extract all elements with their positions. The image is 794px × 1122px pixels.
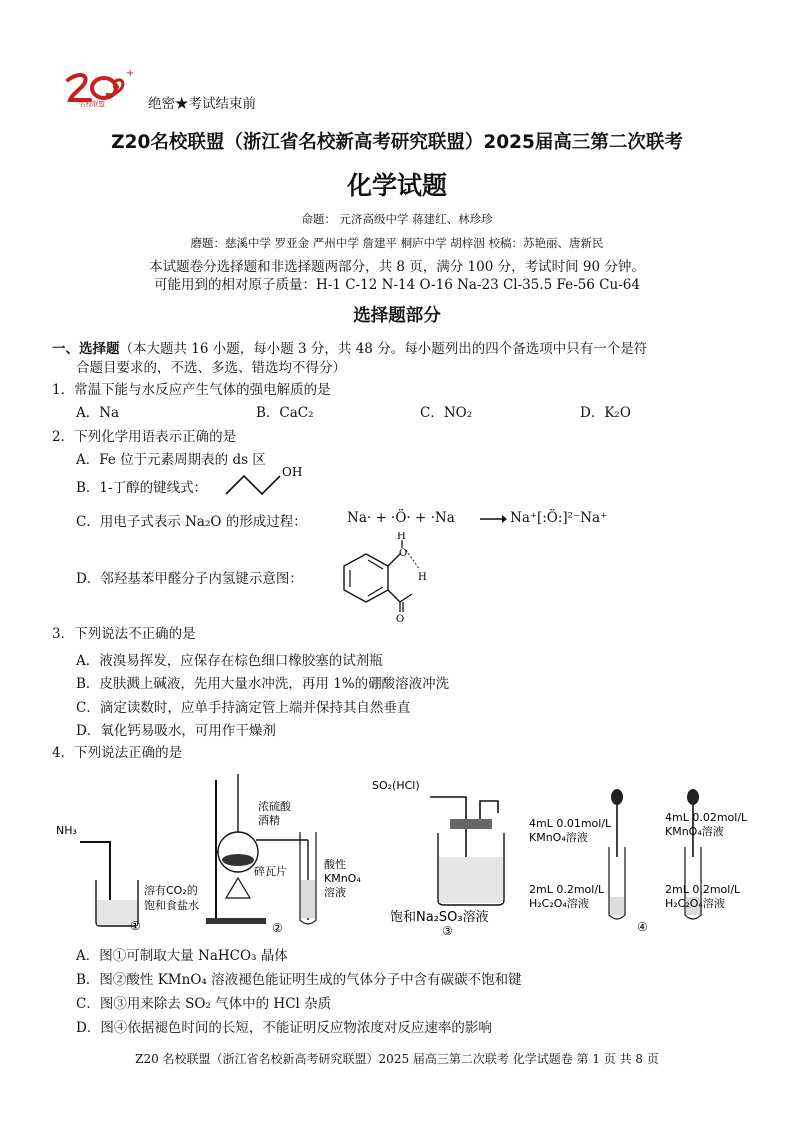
fig2-label-4: 酸性: [324, 858, 346, 871]
q2-option-d: D．邻羟基苯甲醛分子内氢键示意图：: [76, 571, 303, 587]
fig1-gas-label: NH₃: [56, 824, 77, 837]
q2-d-o2: O: [396, 614, 405, 622]
q1-option-d: D．K₂O: [580, 405, 631, 421]
svg-text:+: +: [126, 68, 135, 79]
fig4-top-left-2: KMnO₄溶液: [529, 831, 588, 844]
q4-stem: 4．下列说法正确的是: [52, 745, 183, 761]
fig4-number: ④: [637, 920, 648, 934]
q1-option-b: B．CaC₂: [256, 405, 314, 421]
exam-info: 本试题卷分选择题和非选择题两部分，共 8 页，满分 100 分，考试时间 90 分钟。: [149, 259, 645, 275]
q3-option-c: C．滴定读数时，应单手持滴定管上端并保持其自然垂直: [76, 700, 411, 716]
fig1-number: ①: [130, 919, 141, 933]
figure-2-ethylene-apparatus: [200, 770, 370, 935]
fig2-label-6: 溶液: [324, 886, 346, 899]
part1-desc-1: （本大题共 16 小题，每小题 3 分，共 48 分。每小题列出的四个备选项中只有一个是符: [119, 341, 648, 357]
fig1-label-1: 溶有CO₂的: [144, 884, 198, 897]
q1-stem: 1．常温下能与水反应产生气体的强电解质的是: [52, 382, 331, 398]
q2-option-c: C．用电子式表示 Na₂O 的形成过程：: [76, 514, 307, 530]
butanol-skeletal-formula-icon: [222, 462, 302, 498]
fig2-label-5: KMnO₄: [324, 872, 361, 885]
q3-option-a: A．液溴易挥发，应保存在棕色细口橡胶塞的试剂瓶: [76, 653, 383, 669]
fig4-top-right-2: KMnO₄溶液: [665, 825, 724, 838]
q2-stem: 2．下列化学用语表示正确的是: [52, 429, 237, 445]
secret-label: 绝密★考试结束前: [148, 96, 256, 112]
q2-d-h1: H: [397, 532, 406, 542]
q2-c-formula-left: Na· + ·Ö· + ·Na: [347, 510, 455, 526]
fig2-number: ②: [272, 921, 283, 935]
figure-4-kmno4-comparison: [525, 785, 765, 935]
q3-stem: 3．下列说法不正确的是: [52, 626, 196, 642]
reviewers-line: 磨题：慈溪中学 罗亚金 严州中学 詹建平 桐庐中学 胡梓洇 校稿：苏艳丽、唐新民: [190, 236, 604, 250]
fig1-label-2: 饱和食盐水: [144, 899, 199, 912]
q2-d-h2: H: [418, 572, 427, 583]
fig3-gas-label: SO₂(HCl): [372, 779, 420, 792]
q4-option-c: C．图③用来除去 SO₂ 气体中的 HCl 杂质: [76, 996, 332, 1012]
fig4-top-left-1: 4mL 0.01mol/L: [529, 817, 612, 830]
q4-option-b: B．图②酸性 KMnO₄ 溶液褪色能证明生成的气体分子中含有碳碳不饱和键: [76, 972, 522, 988]
q2-c-formula-right: Na⁺[:Ö:]²⁻Na⁺: [510, 510, 608, 526]
fig2-label-3: 碎瓦片: [254, 865, 287, 878]
fig4-top-right-1: 4mL 0.02mol/L: [665, 811, 748, 824]
fig4-bottom-right-2: H₂C₂O₄溶液: [665, 897, 725, 910]
fig2-label-1: 浓硫酸: [258, 800, 291, 813]
q2-option-b: B．1-丁醇的键线式：: [76, 480, 208, 496]
part1-label: 一、选择题: [52, 341, 120, 357]
fig3-number: ③: [442, 924, 453, 935]
subject-title: 化学试题: [346, 171, 447, 200]
logo-caption: 名校联盟: [79, 100, 105, 108]
fig4-bottom-right-1: 2mL 0.2mol/L: [665, 883, 741, 896]
page-footer: Z20 名校联盟（浙江省名校新高考研究联盟）2025 届高三第二次联考 化学试题卷 第 1 页 共 8 页: [135, 1052, 659, 1066]
q3-option-d: D．氧化钙易吸水，可用作干燥剂: [76, 723, 276, 739]
fig4-bottom-left-2: H₂C₂O₄溶液: [529, 897, 589, 910]
part1-heading: [52, 337, 647, 357]
fig4-bottom-left-1: 2mL 0.2mol/L: [529, 883, 605, 896]
q4-option-d: D．图④依据褪色时间的长短，不能证明反应物浓度对反应速率的影响: [76, 1020, 492, 1036]
q1-option-c: C．NO₂: [420, 405, 473, 421]
q2-d-o1: O: [399, 548, 408, 559]
q3-option-b: B．皮肤溅上碱液，先用大量水冲洗，再用 1%的硼酸溶液冲洗: [76, 676, 450, 692]
atomic-mass-info: 可能用到的相对原子质量：H-1 C-12 N-14 O-16 Na-23 Cl-35.5 Fe-56 Cu-64: [154, 277, 640, 293]
q1-option-a: A．Na: [76, 405, 120, 421]
q4-option-a: A．图①可制取大量 NaHCO₃ 晶体: [76, 948, 288, 964]
authors-line: 命题： 元济高级中学 蒋建红、林珍珍: [301, 212, 493, 226]
part1-desc-2: 合题目要求的，不选、多选、错选均不得分）: [76, 360, 346, 376]
figure-3-gas-washing-bottle: [370, 775, 530, 935]
salicylaldehyde-structure-icon: [336, 532, 446, 622]
exam-title: Z20名校联盟（浙江省名校新高考研究联盟）2025届高三第二次联考: [111, 132, 683, 153]
reaction-arrow-icon: [478, 512, 508, 526]
fig2-label-2: 酒精: [258, 814, 280, 827]
section-title: 选择题部分: [353, 306, 441, 326]
q2-b-oh-label: OH: [282, 465, 302, 479]
fig3-label: 饱和Na₂SO₃溶液: [390, 910, 489, 925]
q2-option-a: A．Fe 位于元素周期表的 ds 区: [76, 452, 266, 468]
figure-1-ammonia-apparatus: [52, 810, 222, 935]
